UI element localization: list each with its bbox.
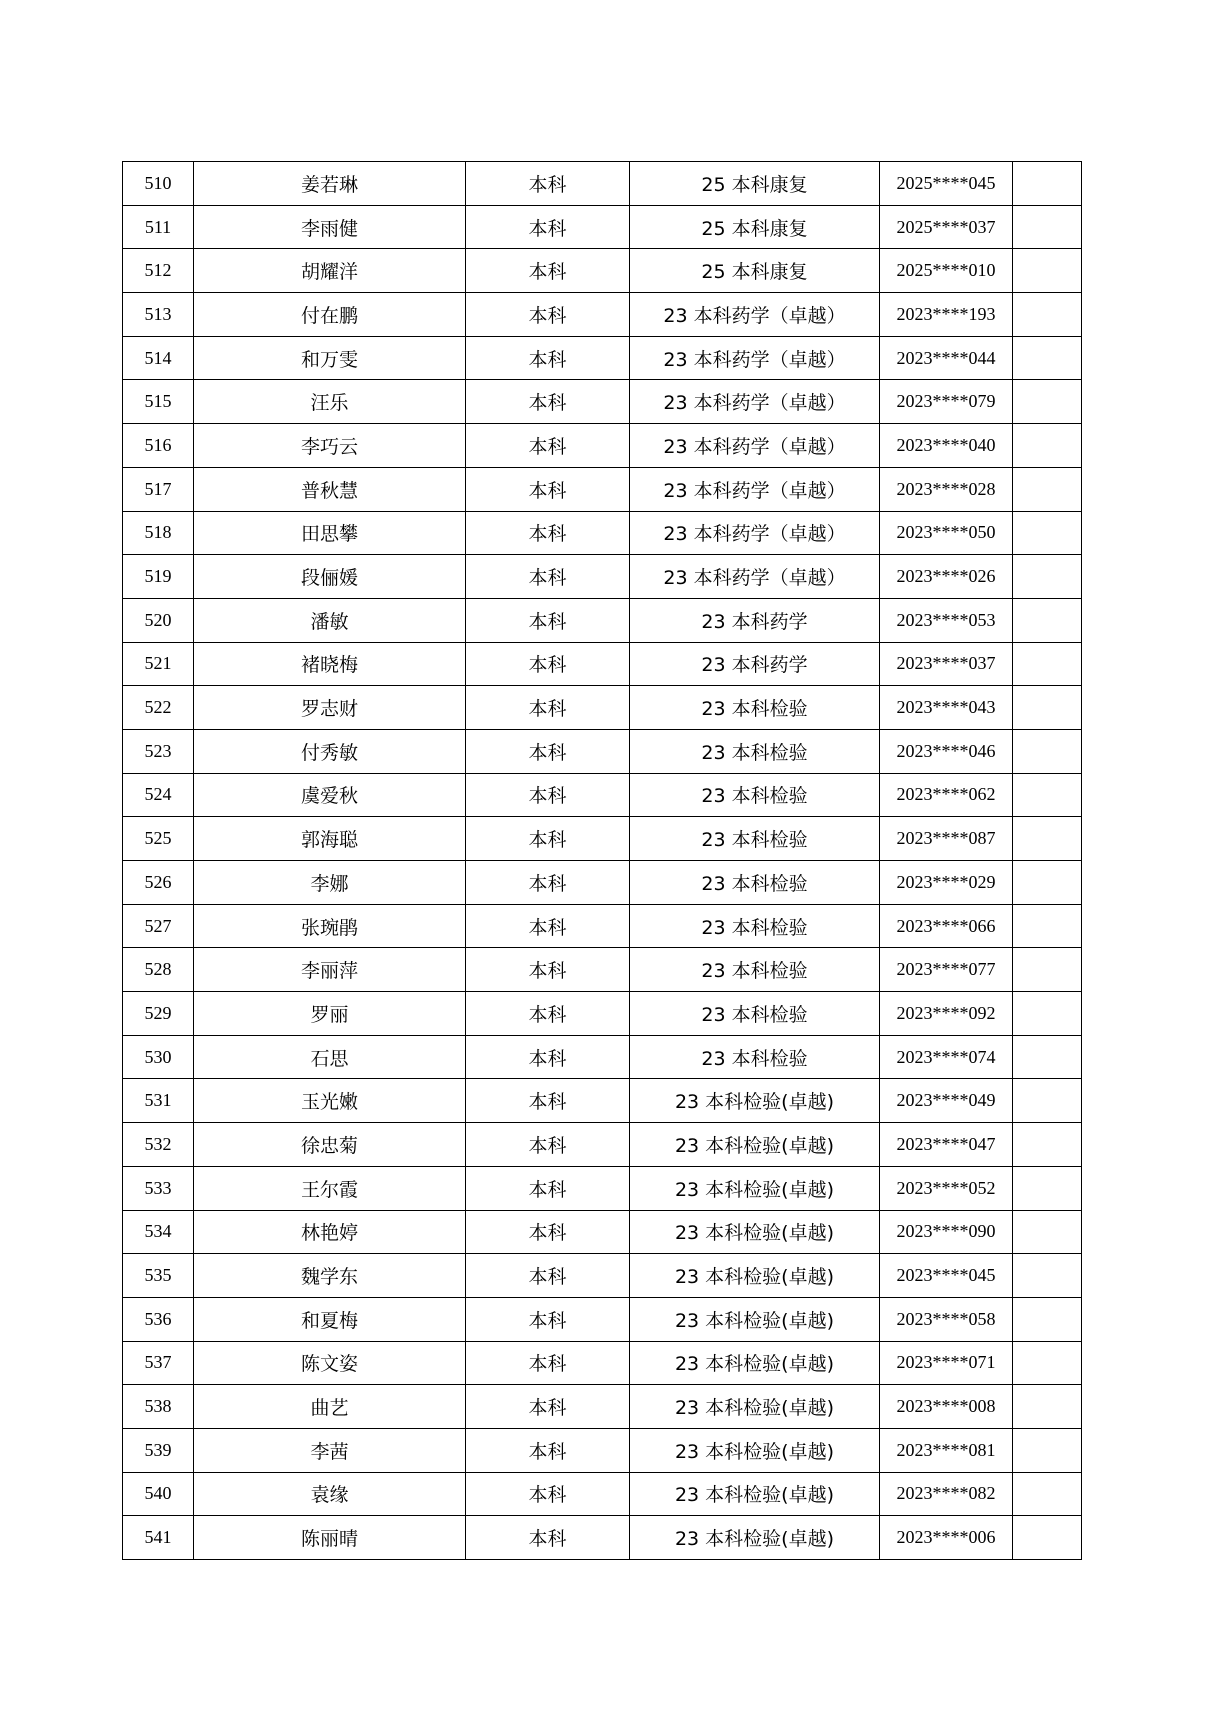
class-name-cell: 23 本科检验 bbox=[630, 992, 880, 1036]
table-row bbox=[123, 249, 1082, 293]
student-id-cell: 2023****074 bbox=[880, 1035, 1013, 1079]
table-row bbox=[123, 380, 1082, 424]
class-name-cell: 23 本科药学 bbox=[630, 642, 880, 686]
class-name-cell: 23 本科检验 bbox=[630, 729, 880, 773]
student-id-cell: 2023****045 bbox=[880, 1254, 1013, 1298]
education-level-cell: 本科 bbox=[466, 1341, 630, 1385]
student-name-cell: 林艳婷 bbox=[194, 1210, 466, 1254]
table-row bbox=[123, 1297, 1082, 1341]
student-id-cell: 2023****040 bbox=[880, 424, 1013, 468]
table-row bbox=[123, 773, 1082, 817]
row-number-cell: 525 bbox=[123, 817, 194, 861]
education-level-cell: 本科 bbox=[466, 1166, 630, 1210]
student-id-cell: 2025****010 bbox=[880, 249, 1013, 293]
student-id-cell: 2023****006 bbox=[880, 1516, 1013, 1560]
class-name-cell: 23 本科检验 bbox=[630, 686, 880, 730]
class-name-cell: 23 本科检验 bbox=[630, 773, 880, 817]
student-name-cell: 袁缘 bbox=[194, 1472, 466, 1516]
row-number-cell: 533 bbox=[123, 1166, 194, 1210]
row-number-cell: 522 bbox=[123, 686, 194, 730]
row-number-cell: 532 bbox=[123, 1123, 194, 1167]
education-level-cell: 本科 bbox=[466, 1428, 630, 1472]
class-name-cell: 23 本科检验(卓越) bbox=[630, 1428, 880, 1472]
table-row bbox=[123, 1210, 1082, 1254]
student-name-cell: 和夏梅 bbox=[194, 1297, 466, 1341]
student-name-cell: 玉光嫩 bbox=[194, 1079, 466, 1123]
student-name-cell: 胡耀洋 bbox=[194, 249, 466, 293]
education-level-cell: 本科 bbox=[466, 1472, 630, 1516]
student-name-cell: 褚晓梅 bbox=[194, 642, 466, 686]
student-id-cell: 2023****081 bbox=[880, 1428, 1013, 1472]
student-name-cell: 王尔霞 bbox=[194, 1166, 466, 1210]
row-number-cell: 527 bbox=[123, 904, 194, 948]
education-level-cell: 本科 bbox=[466, 817, 630, 861]
student-name-cell: 虞爱秋 bbox=[194, 773, 466, 817]
education-level-cell: 本科 bbox=[466, 686, 630, 730]
student-name-cell: 汪乐 bbox=[194, 380, 466, 424]
student-id-cell: 2023****193 bbox=[880, 293, 1013, 337]
class-name-cell: 23 本科检验 bbox=[630, 904, 880, 948]
student-id-cell: 2023****058 bbox=[880, 1297, 1013, 1341]
class-name-cell: 23 本科药学（卓越） bbox=[630, 293, 880, 337]
remarks-cell bbox=[1013, 817, 1082, 861]
class-name-cell: 25 本科康复 bbox=[630, 205, 880, 249]
class-name-cell: 23 本科药学（卓越） bbox=[630, 380, 880, 424]
class-name-cell: 23 本科检验(卓越) bbox=[630, 1210, 880, 1254]
class-name-cell: 23 本科检验 bbox=[630, 1035, 880, 1079]
student-id-cell: 2023****053 bbox=[880, 598, 1013, 642]
table-row bbox=[123, 293, 1082, 337]
row-number-cell: 521 bbox=[123, 642, 194, 686]
student-id-cell: 2023****087 bbox=[880, 817, 1013, 861]
remarks-cell bbox=[1013, 249, 1082, 293]
table-row bbox=[123, 642, 1082, 686]
student-id-cell: 2023****077 bbox=[880, 948, 1013, 992]
row-number-cell: 526 bbox=[123, 861, 194, 905]
table-row bbox=[123, 817, 1082, 861]
education-level-cell: 本科 bbox=[466, 205, 630, 249]
remarks-cell bbox=[1013, 1166, 1082, 1210]
class-name-cell: 23 本科检验 bbox=[630, 861, 880, 905]
remarks-cell bbox=[1013, 205, 1082, 249]
table-row bbox=[123, 511, 1082, 555]
remarks-cell bbox=[1013, 293, 1082, 337]
table-row bbox=[123, 861, 1082, 905]
remarks-cell bbox=[1013, 1516, 1082, 1560]
student-id-cell: 2023****043 bbox=[880, 686, 1013, 730]
class-name-cell: 25 本科康复 bbox=[630, 162, 880, 206]
education-level-cell: 本科 bbox=[466, 598, 630, 642]
table-row bbox=[123, 424, 1082, 468]
education-level-cell: 本科 bbox=[466, 424, 630, 468]
row-number-cell: 540 bbox=[123, 1472, 194, 1516]
table-row bbox=[123, 1385, 1082, 1429]
class-name-cell: 23 本科检验(卓越) bbox=[630, 1385, 880, 1429]
class-name-cell: 25 本科康复 bbox=[630, 249, 880, 293]
education-level-cell: 本科 bbox=[466, 773, 630, 817]
education-level-cell: 本科 bbox=[466, 555, 630, 599]
student-id-cell: 2023****092 bbox=[880, 992, 1013, 1036]
remarks-cell bbox=[1013, 1210, 1082, 1254]
remarks-cell bbox=[1013, 904, 1082, 948]
row-number-cell: 537 bbox=[123, 1341, 194, 1385]
table-row bbox=[123, 205, 1082, 249]
class-name-cell: 23 本科检验(卓越) bbox=[630, 1472, 880, 1516]
education-level-cell: 本科 bbox=[466, 1297, 630, 1341]
student-id-cell: 2023****046 bbox=[880, 729, 1013, 773]
education-level-cell: 本科 bbox=[466, 1079, 630, 1123]
row-number-cell: 511 bbox=[123, 205, 194, 249]
row-number-cell: 516 bbox=[123, 424, 194, 468]
student-name-cell: 罗志财 bbox=[194, 686, 466, 730]
student-id-cell: 2023****090 bbox=[880, 1210, 1013, 1254]
class-name-cell: 23 本科检验(卓越) bbox=[630, 1079, 880, 1123]
education-level-cell: 本科 bbox=[466, 162, 630, 206]
class-name-cell: 23 本科药学（卓越） bbox=[630, 555, 880, 599]
remarks-cell bbox=[1013, 642, 1082, 686]
row-number-cell: 535 bbox=[123, 1254, 194, 1298]
student-id-cell: 2023****049 bbox=[880, 1079, 1013, 1123]
remarks-cell bbox=[1013, 948, 1082, 992]
table-row bbox=[123, 1472, 1082, 1516]
roster-body bbox=[123, 162, 1082, 1560]
student-name-cell: 潘敏 bbox=[194, 598, 466, 642]
class-name-cell: 23 本科药学（卓越） bbox=[630, 424, 880, 468]
remarks-cell bbox=[1013, 1385, 1082, 1429]
student-name-cell: 李娜 bbox=[194, 861, 466, 905]
table-row bbox=[123, 1516, 1082, 1560]
student-name-cell: 张琬鹃 bbox=[194, 904, 466, 948]
row-number-cell: 539 bbox=[123, 1428, 194, 1472]
class-name-cell: 23 本科检验 bbox=[630, 948, 880, 992]
education-level-cell: 本科 bbox=[466, 948, 630, 992]
remarks-cell bbox=[1013, 1254, 1082, 1298]
class-name-cell: 23 本科药学 bbox=[630, 598, 880, 642]
student-id-cell: 2023****008 bbox=[880, 1385, 1013, 1429]
table-row bbox=[123, 555, 1082, 599]
remarks-cell bbox=[1013, 1428, 1082, 1472]
table-row bbox=[123, 467, 1082, 511]
education-level-cell: 本科 bbox=[466, 380, 630, 424]
row-number-cell: 534 bbox=[123, 1210, 194, 1254]
student-roster-table bbox=[122, 161, 1082, 1560]
student-name-cell: 魏学东 bbox=[194, 1254, 466, 1298]
remarks-cell bbox=[1013, 336, 1082, 380]
student-name-cell: 曲艺 bbox=[194, 1385, 466, 1429]
row-number-cell: 531 bbox=[123, 1079, 194, 1123]
table-row bbox=[123, 336, 1082, 380]
remarks-cell bbox=[1013, 1297, 1082, 1341]
table-row bbox=[123, 686, 1082, 730]
student-id-cell: 2023****029 bbox=[880, 861, 1013, 905]
table-row bbox=[123, 1254, 1082, 1298]
education-level-cell: 本科 bbox=[466, 861, 630, 905]
student-id-cell: 2023****071 bbox=[880, 1341, 1013, 1385]
class-name-cell: 23 本科检验(卓越) bbox=[630, 1254, 880, 1298]
row-number-cell: 536 bbox=[123, 1297, 194, 1341]
row-number-cell: 541 bbox=[123, 1516, 194, 1560]
student-id-cell: 2023****026 bbox=[880, 555, 1013, 599]
remarks-cell bbox=[1013, 773, 1082, 817]
row-number-cell: 518 bbox=[123, 511, 194, 555]
student-id-cell: 2023****066 bbox=[880, 904, 1013, 948]
remarks-cell bbox=[1013, 729, 1082, 773]
table-row bbox=[123, 904, 1082, 948]
education-level-cell: 本科 bbox=[466, 511, 630, 555]
remarks-cell bbox=[1013, 598, 1082, 642]
class-name-cell: 23 本科药学（卓越） bbox=[630, 511, 880, 555]
row-number-cell: 528 bbox=[123, 948, 194, 992]
student-name-cell: 郭海聪 bbox=[194, 817, 466, 861]
student-id-cell: 2023****028 bbox=[880, 467, 1013, 511]
class-name-cell: 23 本科药学（卓越） bbox=[630, 336, 880, 380]
remarks-cell bbox=[1013, 992, 1082, 1036]
row-number-cell: 513 bbox=[123, 293, 194, 337]
row-number-cell: 510 bbox=[123, 162, 194, 206]
student-name-cell: 陈文姿 bbox=[194, 1341, 466, 1385]
student-name-cell: 姜若琳 bbox=[194, 162, 466, 206]
student-name-cell: 李丽萍 bbox=[194, 948, 466, 992]
remarks-cell bbox=[1013, 162, 1082, 206]
table-row bbox=[123, 162, 1082, 206]
education-level-cell: 本科 bbox=[466, 467, 630, 511]
table-row bbox=[123, 729, 1082, 773]
student-name-cell: 和万雯 bbox=[194, 336, 466, 380]
student-name-cell: 普秋慧 bbox=[194, 467, 466, 511]
remarks-cell bbox=[1013, 861, 1082, 905]
student-name-cell: 田思攀 bbox=[194, 511, 466, 555]
remarks-cell bbox=[1013, 1079, 1082, 1123]
education-level-cell: 本科 bbox=[466, 249, 630, 293]
row-number-cell: 524 bbox=[123, 773, 194, 817]
education-level-cell: 本科 bbox=[466, 729, 630, 773]
remarks-cell bbox=[1013, 511, 1082, 555]
class-name-cell: 23 本科检验(卓越) bbox=[630, 1123, 880, 1167]
row-number-cell: 519 bbox=[123, 555, 194, 599]
row-number-cell: 517 bbox=[123, 467, 194, 511]
row-number-cell: 529 bbox=[123, 992, 194, 1036]
class-name-cell: 23 本科检验(卓越) bbox=[630, 1516, 880, 1560]
student-name-cell: 陈丽晴 bbox=[194, 1516, 466, 1560]
row-number-cell: 523 bbox=[123, 729, 194, 773]
remarks-cell bbox=[1013, 1341, 1082, 1385]
row-number-cell: 530 bbox=[123, 1035, 194, 1079]
student-id-cell: 2025****045 bbox=[880, 162, 1013, 206]
education-level-cell: 本科 bbox=[466, 1035, 630, 1079]
row-number-cell: 515 bbox=[123, 380, 194, 424]
table-row bbox=[123, 1123, 1082, 1167]
student-name-cell: 李巧云 bbox=[194, 424, 466, 468]
student-id-cell: 2023****082 bbox=[880, 1472, 1013, 1516]
education-level-cell: 本科 bbox=[466, 904, 630, 948]
student-id-cell: 2023****079 bbox=[880, 380, 1013, 424]
student-name-cell: 付在鹏 bbox=[194, 293, 466, 337]
student-name-cell: 李雨健 bbox=[194, 205, 466, 249]
student-id-cell: 2023****062 bbox=[880, 773, 1013, 817]
remarks-cell bbox=[1013, 686, 1082, 730]
student-id-cell: 2023****037 bbox=[880, 642, 1013, 686]
table-row bbox=[123, 992, 1082, 1036]
table-row bbox=[123, 598, 1082, 642]
table-row bbox=[123, 1035, 1082, 1079]
education-level-cell: 本科 bbox=[466, 1385, 630, 1429]
class-name-cell: 23 本科药学（卓越） bbox=[630, 467, 880, 511]
student-id-cell: 2023****044 bbox=[880, 336, 1013, 380]
student-name-cell: 段俪媛 bbox=[194, 555, 466, 599]
education-level-cell: 本科 bbox=[466, 293, 630, 337]
row-number-cell: 538 bbox=[123, 1385, 194, 1429]
student-name-cell: 付秀敏 bbox=[194, 729, 466, 773]
remarks-cell bbox=[1013, 1472, 1082, 1516]
remarks-cell bbox=[1013, 380, 1082, 424]
education-level-cell: 本科 bbox=[466, 1210, 630, 1254]
education-level-cell: 本科 bbox=[466, 1516, 630, 1560]
education-level-cell: 本科 bbox=[466, 992, 630, 1036]
class-name-cell: 23 本科检验(卓越) bbox=[630, 1341, 880, 1385]
student-id-cell: 2025****037 bbox=[880, 205, 1013, 249]
remarks-cell bbox=[1013, 555, 1082, 599]
student-id-cell: 2023****052 bbox=[880, 1166, 1013, 1210]
education-level-cell: 本科 bbox=[466, 1123, 630, 1167]
table-row bbox=[123, 1341, 1082, 1385]
education-level-cell: 本科 bbox=[466, 1254, 630, 1298]
row-number-cell: 514 bbox=[123, 336, 194, 380]
row-number-cell: 512 bbox=[123, 249, 194, 293]
remarks-cell bbox=[1013, 467, 1082, 511]
table-row bbox=[123, 1079, 1082, 1123]
education-level-cell: 本科 bbox=[466, 336, 630, 380]
education-level-cell: 本科 bbox=[466, 642, 630, 686]
remarks-cell bbox=[1013, 1035, 1082, 1079]
student-id-cell: 2023****050 bbox=[880, 511, 1013, 555]
remarks-cell bbox=[1013, 424, 1082, 468]
row-number-cell: 520 bbox=[123, 598, 194, 642]
remarks-cell bbox=[1013, 1123, 1082, 1167]
student-name-cell: 徐忠菊 bbox=[194, 1123, 466, 1167]
table-row bbox=[123, 1166, 1082, 1210]
student-name-cell: 石思 bbox=[194, 1035, 466, 1079]
student-name-cell: 李茜 bbox=[194, 1428, 466, 1472]
table-row bbox=[123, 1428, 1082, 1472]
table-row bbox=[123, 948, 1082, 992]
class-name-cell: 23 本科检验(卓越) bbox=[630, 1297, 880, 1341]
student-name-cell: 罗丽 bbox=[194, 992, 466, 1036]
student-id-cell: 2023****047 bbox=[880, 1123, 1013, 1167]
class-name-cell: 23 本科检验(卓越) bbox=[630, 1166, 880, 1210]
class-name-cell: 23 本科检验 bbox=[630, 817, 880, 861]
